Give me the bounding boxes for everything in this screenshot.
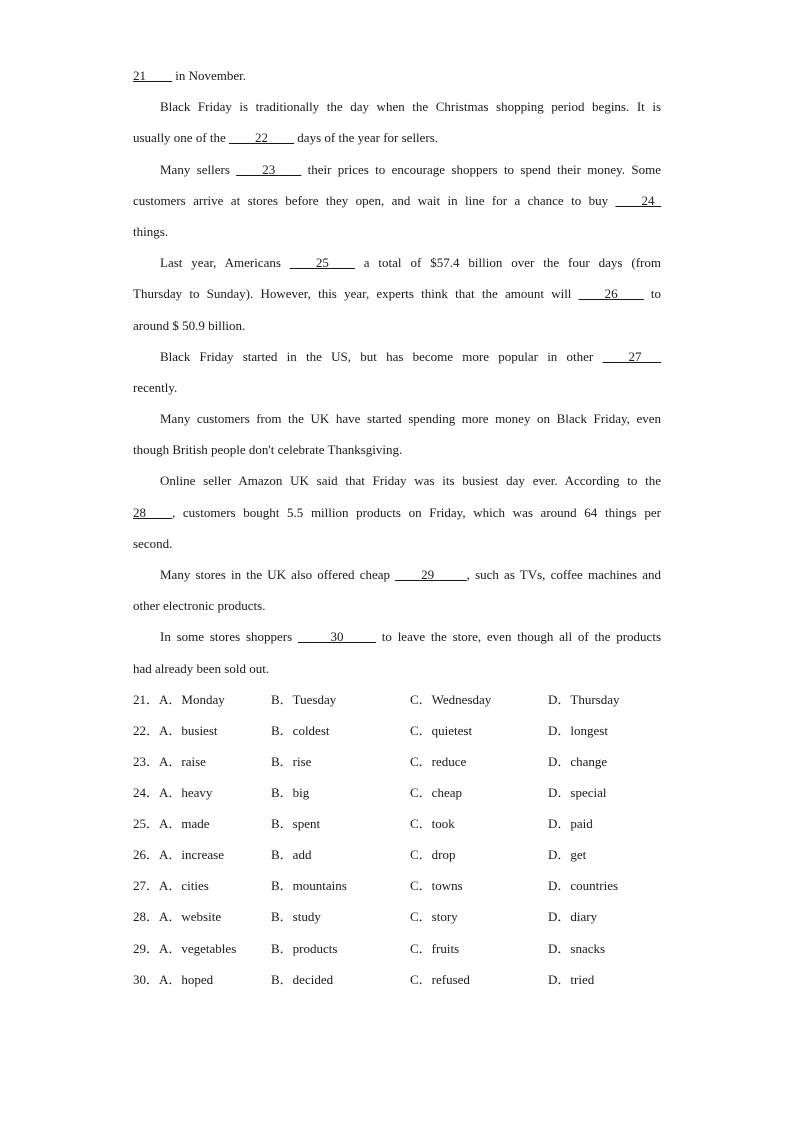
passage-line: Black Friday is traditionally the day when the Christmas shopping period begins. It is <box>160 99 661 115</box>
option-d: D．change <box>548 753 608 769</box>
option-c: C．drop <box>410 847 456 863</box>
passage-line: recently. <box>133 379 178 395</box>
option-a: A．Monday <box>159 691 225 707</box>
option-c: C．fruits <box>410 940 460 956</box>
passage-line: second. <box>133 535 173 551</box>
option-a: A．heavy <box>159 785 213 801</box>
blank-29: ____29_____ <box>395 567 467 582</box>
passage-line: In some stores shoppers _____30_____ to leave the store, even though all of the products <box>160 629 661 645</box>
question-27-options <box>133 870 661 901</box>
option-a: A．hoped <box>159 971 214 987</box>
option-d: D．snacks <box>548 940 606 956</box>
option-a: A．website <box>159 909 222 925</box>
passage-line: Many stores in the UK also offered cheap ____29_____, such as TVs, coffee machines and <box>160 567 661 582</box>
option-d: D．diary <box>548 909 598 925</box>
option-b: B．study <box>271 909 321 925</box>
blank-27: ____27___ <box>602 348 661 364</box>
option-b: B．decided <box>271 971 334 987</box>
option-a: A．vegetables <box>159 940 237 956</box>
passage-line: customers arrive at stores before they open, and wait in line for a chance to buy ____24_ <box>133 192 661 208</box>
blank-23: ____23____ <box>236 161 302 177</box>
blank-30: _____30_____ <box>298 629 376 645</box>
option-d: D．tried <box>548 971 595 987</box>
blank-28: 28____ <box>133 504 172 520</box>
blank-21: 21____ <box>133 68 172 83</box>
passage-line: things. <box>133 223 169 239</box>
question-number: 30． <box>133 971 160 987</box>
passage-line: Black Friday started in the US, but has become more popular in other ____27___ <box>160 348 661 364</box>
question-number: 26． <box>133 847 160 863</box>
passage-line: other electronic products. <box>133 598 266 614</box>
option-d: D．countries <box>548 878 619 894</box>
document-page <box>133 60 661 995</box>
question-21-options <box>133 684 661 715</box>
option-d: D．Thursday <box>548 691 620 707</box>
question-number: 29． <box>133 940 160 956</box>
option-c: C．towns <box>410 878 463 894</box>
blank-26: ____26____ <box>578 286 644 302</box>
option-b: B．products <box>271 940 338 956</box>
option-a: A．increase <box>159 847 224 863</box>
option-d: D．get <box>548 847 587 863</box>
option-a: A．raise <box>159 753 206 769</box>
passage-line: Last year, Americans ____25____ a total of $57.4 billion over the four days (from <box>160 255 661 271</box>
question-25-options <box>133 808 661 839</box>
option-b: B．big <box>271 785 310 801</box>
question-30-options <box>133 964 661 995</box>
passage-line: Many customers from the UK have started spending more money on Black Friday, even <box>160 411 661 427</box>
option-b: B．mountains <box>271 878 347 894</box>
option-b: B．Tuesday <box>271 691 337 707</box>
option-d: D．longest <box>548 722 608 738</box>
question-number: 21． <box>133 691 160 707</box>
option-a: A．made <box>159 816 210 832</box>
option-c: C．took <box>410 816 455 832</box>
passage-line: 28____, customers bought 5.5 million products on Friday, which was around 64 things per <box>133 504 661 520</box>
option-c: C．refused <box>410 971 470 987</box>
question-number: 25． <box>133 816 160 832</box>
option-d: D．special <box>548 785 607 801</box>
option-b: B．rise <box>271 753 312 769</box>
answer-options <box>133 684 661 995</box>
question-28-options <box>133 901 661 932</box>
passage-line: around $ 50.9 billion. <box>133 317 246 333</box>
question-number: 27． <box>133 878 160 894</box>
passage-line: though British people don't celebrate Thanksgiving. <box>133 442 403 458</box>
question-number: 24． <box>133 785 160 801</box>
question-29-options <box>133 933 661 964</box>
option-c: C．quietest <box>410 722 473 738</box>
option-a: A．busiest <box>159 722 218 738</box>
question-22-options <box>133 715 661 746</box>
option-b: B．add <box>271 847 312 863</box>
passage-line: usually one of the ____22____ days of the year for sellers. <box>133 130 439 146</box>
option-c: C．story <box>410 909 458 925</box>
question-26-options <box>133 839 661 870</box>
blank-25: ____25____ <box>289 255 355 271</box>
passage-line: had already been sold out. <box>133 660 270 676</box>
passage-line: Thursday to Sunday). However, this year, experts think that the amount will ____26____ to <box>133 286 661 302</box>
option-c: C．Wednesday <box>410 691 492 707</box>
question-23-options <box>133 746 661 777</box>
passage-line: Online seller Amazon UK said that Friday was its busiest day ever. According to the <box>160 473 661 489</box>
option-d: D．paid <box>548 816 593 832</box>
question-24-options <box>133 777 661 808</box>
option-a: A．cities <box>159 878 209 894</box>
passage-line: Many sellers ____23____ their prices to encourage shoppers to spend their money. Some <box>160 161 662 177</box>
option-c: C．reduce <box>410 753 467 769</box>
option-b: B．coldest <box>271 722 330 738</box>
question-number: 28． <box>133 909 160 925</box>
question-number: 23． <box>133 753 160 769</box>
option-c: C．cheap <box>410 785 462 801</box>
question-number: 22． <box>133 722 160 738</box>
passage <box>133 60 661 684</box>
passage-line: 21____ in November. <box>133 68 247 83</box>
option-b: B．spent <box>271 816 321 832</box>
blank-22: ____22____ <box>229 130 295 146</box>
blank-24: ____24_ <box>615 192 661 208</box>
